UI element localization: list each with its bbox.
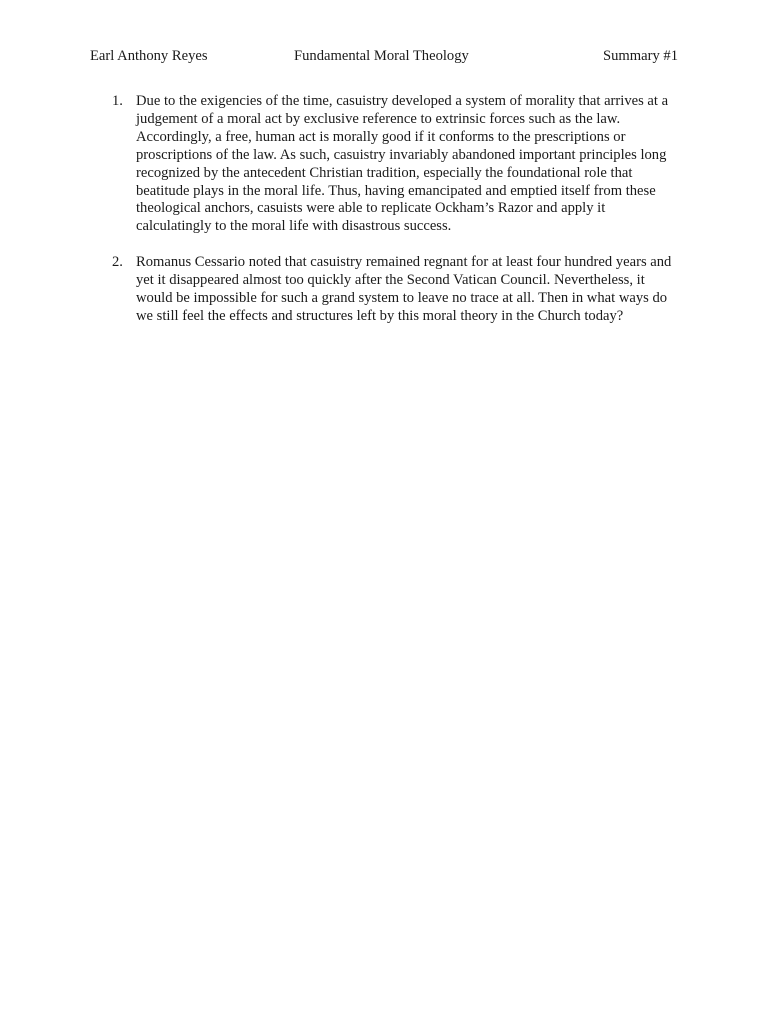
list-item-text: Due to the exigencies of the time, casuistry developed a system of morality that arrives at a judgement of a moral act by exclusive reference to extrinsic forces such as the law. Accordingly, a free, human act is morally good if it conforms to the prescriptions or proscriptions of the law. As such, casuistry invariably abandoned important principles long recognized by the antecedent Christian tradition, especially the foundational role that beatitude plays in the moral life. Thus, having emancipated and emptied itself from these theological anchors, casuists were able to replicate Ockham’s Razor and apply it calculatingly to the moral life with disastrous success.	[136, 93, 669, 235]
list-item-text: Romanus Cessario noted that casuistry remained regnant for at least four hundred years and yet it disappeared almost too quickly after the Second Vatican Council. Nevertheless, it would be impossible for such a grand system to leave no trace at all. Then in what ways do we still feel the effects and structures left by this moral theory in the Church today?	[136, 254, 672, 324]
course-title: Fundamental Moral Theology	[294, 48, 469, 64]
list-item-number: 2.	[112, 254, 123, 271]
assignment-label: Summary #1	[603, 48, 678, 64]
numbered-list	[90, 93, 682, 344]
page-header	[90, 46, 678, 66]
list-item	[90, 93, 682, 236]
list-item	[90, 254, 682, 326]
list-item-number: 1.	[112, 93, 123, 109]
author-name: Earl Anthony Reyes	[90, 48, 208, 64]
